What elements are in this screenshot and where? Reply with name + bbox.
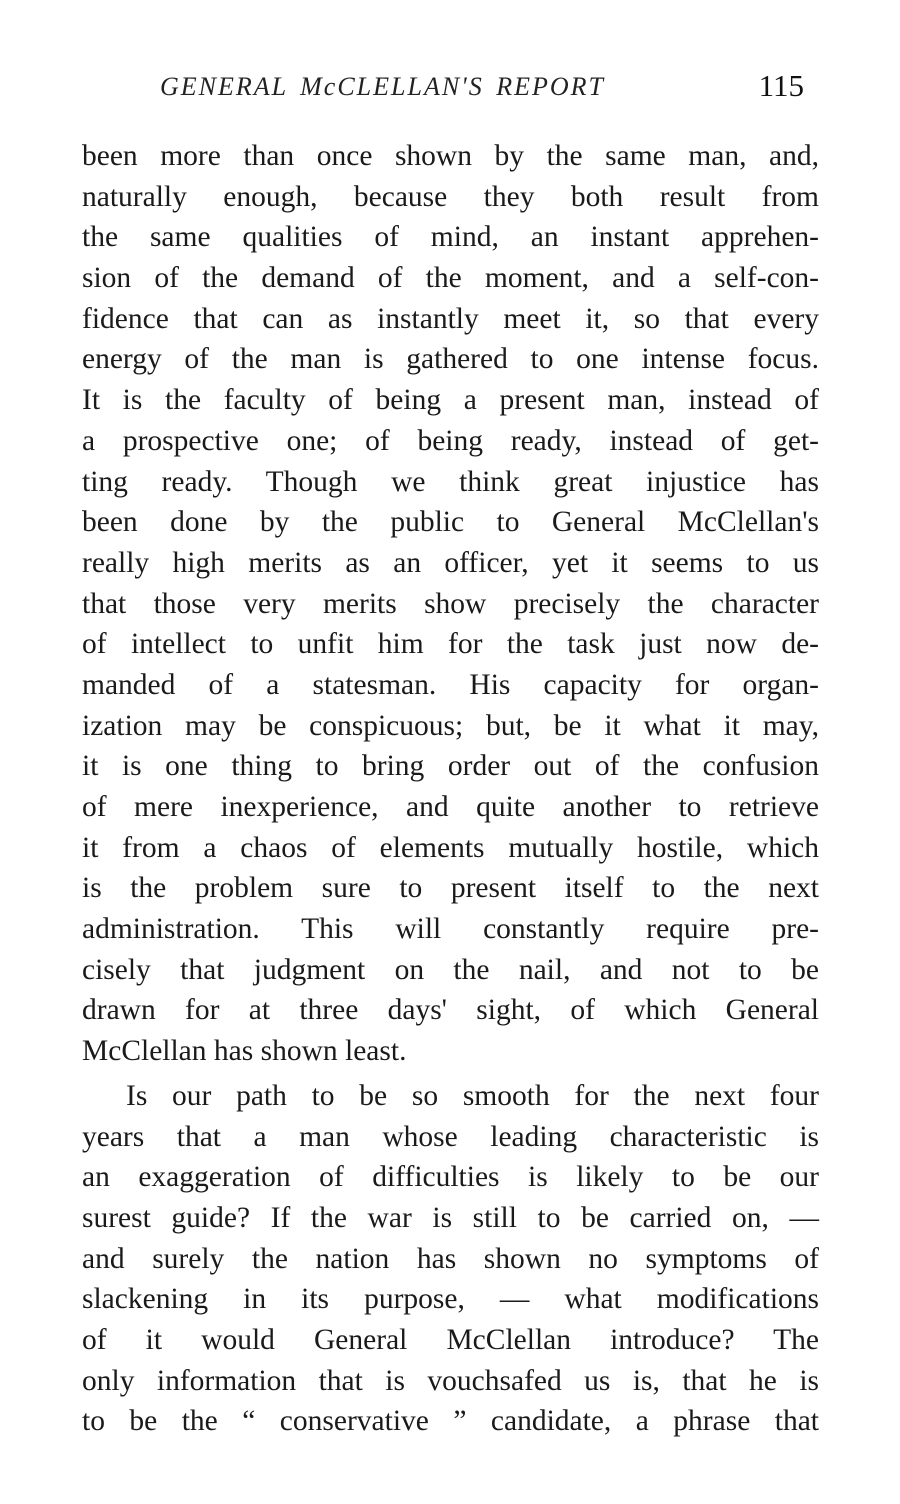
- text-line: an exaggeration of difficulties is likely to be our: [82, 1161, 819, 1194]
- text-line: a prospective one; of being ready, instead of get-: [82, 424, 819, 457]
- text-line: is the problem sure to present itself to the next: [82, 872, 819, 905]
- text-line: sion of the demand of the moment, and a self-con-: [82, 262, 819, 295]
- text-line: the same qualities of mind, an instant apprehen-: [82, 221, 819, 254]
- text-line: surest guide? If the war is still to be carried on, —: [82, 1201, 819, 1234]
- body-text: [82, 136, 819, 1442]
- text-line: been more than once shown by the same man, and,: [82, 140, 819, 172]
- text-line: Is our path to be so smooth for the next four: [126, 1079, 819, 1112]
- text-line: energy of the man is gathered to one intense focus.: [82, 343, 819, 376]
- text-line: been done by the public to General McClellan's: [82, 506, 819, 539]
- text-line: naturally enough, because they both result from: [82, 180, 819, 213]
- text-line: it is one thing to bring order out of the confusion: [82, 750, 819, 783]
- text-line: cisely that judgment on the nail, and not to be: [82, 953, 819, 986]
- running-head: [160, 68, 810, 112]
- text-line: of it would General McClellan introduce? The: [82, 1323, 819, 1356]
- paragraph-2: [82, 1076, 819, 1442]
- text-line: of mere inexperience, and quite another to retrieve: [82, 791, 819, 823]
- text-line: drawn for at three days' sight, of which General: [82, 994, 819, 1027]
- text-line: It is the faculty of being a present man, instead of: [82, 384, 819, 417]
- text-line: to be the “ conservative ” candidate, a phrase that: [82, 1405, 819, 1438]
- text-line: years that a man whose leading characteristic is: [82, 1120, 819, 1153]
- text-line: only information that is vouchsafed us is, that he is: [82, 1364, 819, 1397]
- text-line: it from a chaos of elements mutually hostile, which: [82, 831, 819, 864]
- text-line: that those very merits show precisely the character: [82, 587, 819, 620]
- text-line: fidence that can as instantly meet it, so that every: [82, 302, 819, 335]
- text-line: ting ready. Though we think great injustice has: [82, 465, 819, 498]
- text-line: administration. This will constantly require pre-: [82, 913, 819, 946]
- page-number: 115: [758, 68, 804, 103]
- text-line: really high merits as an officer, yet it seems to us: [82, 546, 819, 579]
- text-line: McClellan has shown least.: [82, 1035, 407, 1068]
- text-line: manded of a statesman. His capacity for organ-: [82, 668, 819, 701]
- text-line: of intellect to unfit him for the task just now de-: [82, 628, 819, 661]
- text-line: slackening in its purpose, — what modifications: [82, 1283, 819, 1316]
- text-line: ization may be conspicuous; but, be it what it may,: [82, 709, 819, 742]
- text-line: and surely the nation has shown no symptoms of: [82, 1242, 819, 1275]
- running-title: GENERAL McCLELLAN'S REPORT: [160, 72, 605, 101]
- paragraph-1: [82, 136, 819, 1072]
